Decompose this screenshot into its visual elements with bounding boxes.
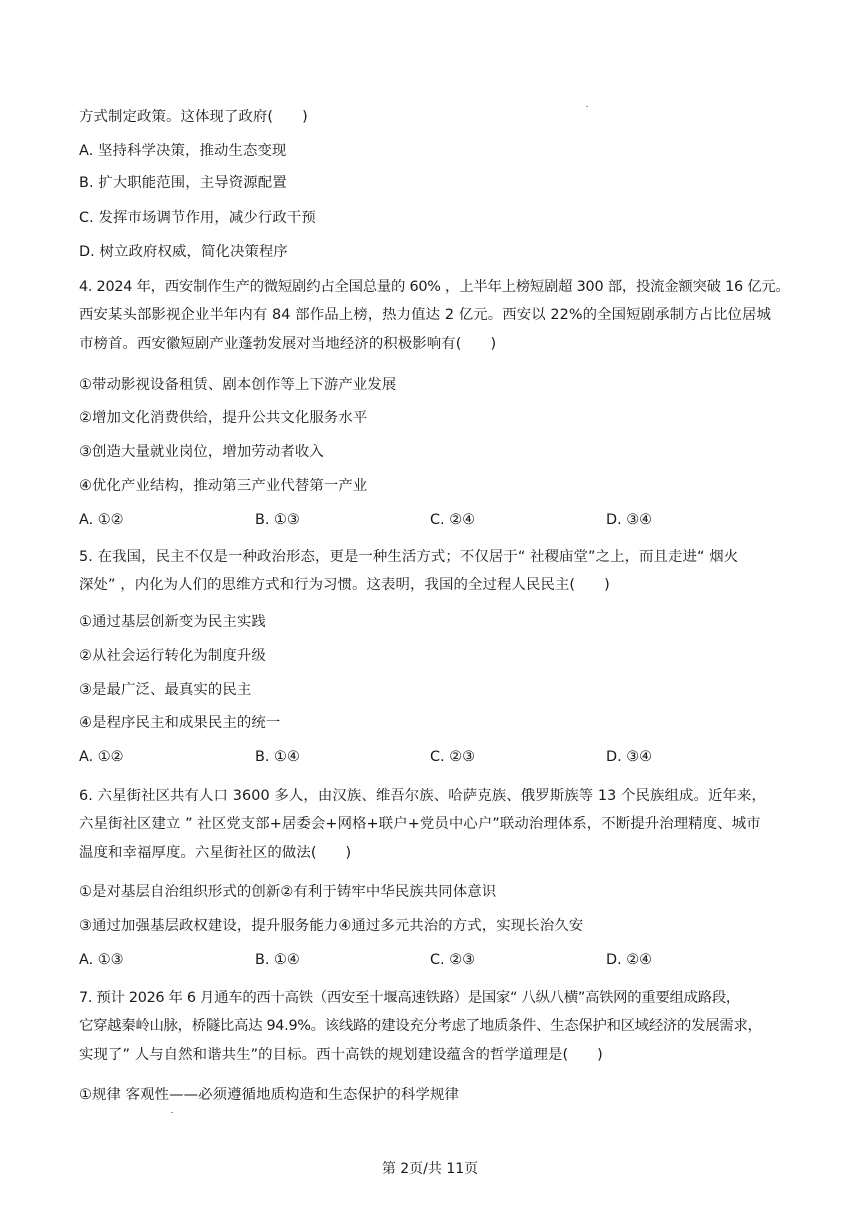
q3-option-d: D. 树立政府权威，简化决策程序 [79,244,288,260]
q5-statement-1: ①通过基层创新变为民主实践 [79,614,266,630]
scan-speck [586,106,588,107]
q6-statement-1: ①是对基层自治组织形式的创新②有利于铸牢中华民族共同体意识 [79,884,497,900]
q6-option-b: B. ①④ [255,952,300,968]
q5-option-c: C. ②③ [430,749,475,765]
q5-statement-4: ④是程序民主和成果民主的统一 [79,715,281,731]
q6-option-a: A. ①③ [79,952,124,968]
q6-stem-line-1: 6. 六星街社区共有人口 3600 多人，由汉族、维吾尔族、哈萨克族、俄罗斯族等 13 个民族组成。近年来， [79,788,766,804]
q3-option-a: A. 坚持科学决策，推动生态变现 [79,143,287,159]
q6-stem-line-3: 温度和幸福厚度。六星街社区的做法( ) [79,845,352,861]
q6-option-c: C. ②③ [430,952,475,968]
q4-statement-3: ③创造大量就业岗位，增加劳动者收入 [79,444,324,460]
q3-option-b: B. 扩大职能范围，主导资源配置 [79,175,287,191]
q4-stem-line-2: 西安某头部影视企业半年内有 84 部作品上榜，热力值达 2 亿元。西安以 22%的全国短剧承制方占比位居城 [79,307,772,323]
q5-option-a: A. ①② [79,749,124,765]
q4-stem-line-1: 4. 2024 年，西安制作生产的微短剧约占全国总量的 60% ，上半年上榜短剧超 300 部，投流金额突破 16 亿元。 [79,279,790,295]
q4-option-c: C. ②④ [430,512,475,528]
q5-statement-3: ③是最广泛、最真实的民主 [79,682,252,698]
q5-option-d: D. ③④ [606,749,653,765]
q4-option-d: D. ③④ [606,512,653,528]
q5-statement-2: ②从社会运行转化为制度升级 [79,648,266,664]
q7-stem-line-1: 7. 预计 2026 年 6 月通车的西十高铁（西安至十堰高速铁路）是国家“ 八纵八横”高铁网的重要组成路段， [79,990,740,1006]
q7-stem-line-2: 它穿越秦岭山脉，桥隧比高达 94.9%。该线路的建设充分考虑了地质条件、生态保护和区域经济的发展需求， [79,1018,762,1034]
q6-option-d: D. ②④ [606,952,653,968]
q4-option-a: A. ①② [79,512,124,528]
q4-option-b: B. ①③ [255,512,300,528]
q6-statement-2: ③通过加强基层政权建设，提升服务能力④通过多元共治的方式，实现长治久安 [79,918,584,934]
page-footer: 第 2页/共 11页 [381,1161,479,1177]
q7-stem-line-3: 实现了” 人与自然和谐共生”的目标。西十高铁的规划建设蕴含的哲学道理是( ) [79,1047,603,1063]
q4-stem-line-3: 市榜首。西安徽短剧产业蓬勃发展对当地经济的积极影响有( ) [79,336,497,352]
q3-stem-end: 方式制定政策。这体现了政府( ) [79,109,308,125]
q5-option-b: B. ①④ [255,749,300,765]
q5-stem-line-1: 5. 在我国，民主不仅是一种政治形态，更是一种生活方式；不仅居于“ 社稷庙堂”之上，而且走进“ 烟火 [79,549,739,565]
q7-statement-1: ①规律 客观性——必须遵循地质构造和生态保护的科学规律 [79,1087,459,1103]
q4-statement-4: ④优化产业结构，推动第三产业代替第一产业 [79,478,368,494]
q4-statement-1: ①带动影视设备租赁、剧本创作等上下游产业发展 [79,377,397,393]
scan-speck [171,1112,173,1113]
q5-stem-line-2: 深处” ，内化为人们的思维方式和行为习惯。这表明，我国的全过程人民民主( ) [79,577,610,593]
q4-statement-2: ②增加文化消费供给，提升公共文化服务水平 [79,410,368,426]
q6-stem-line-2: 六星街社区建立 ” 社区党支部+居委会+网格+联户+党员中心户”联动治理体系，不断提升治理精度、城市 [79,816,761,832]
q3-option-c: C. 发挥市场调节作用，减少行政干预 [79,210,316,226]
